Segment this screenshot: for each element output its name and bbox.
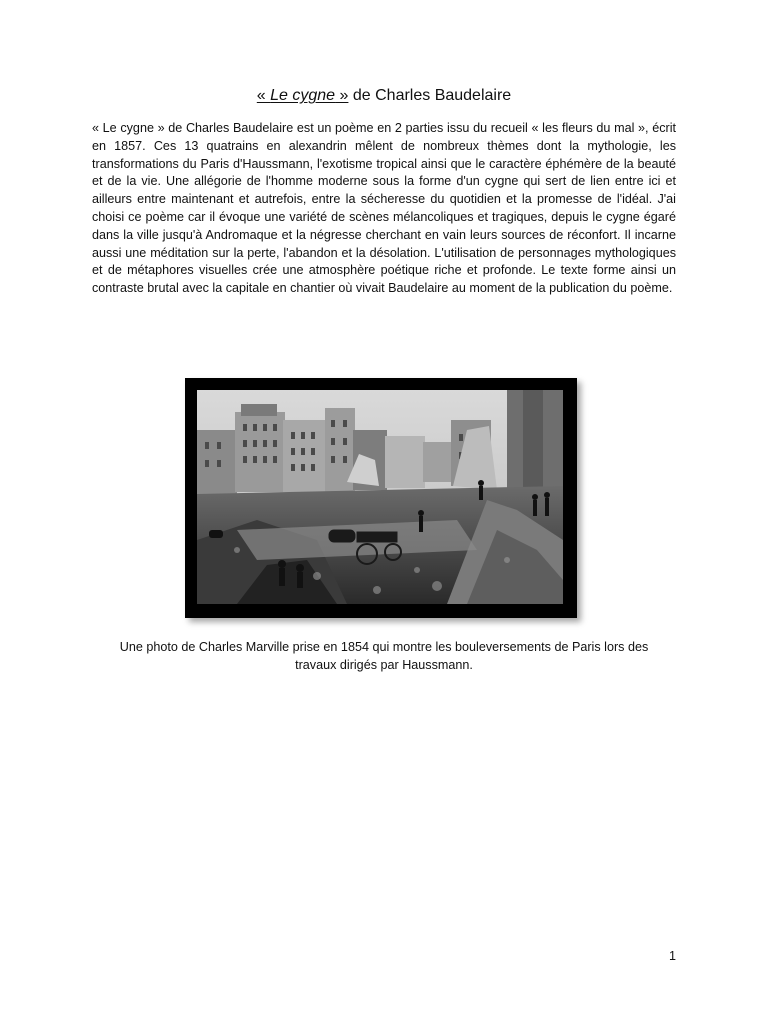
- title-close-quote: »: [335, 87, 349, 104]
- document-title: [92, 86, 676, 106]
- page-number: 1: [668, 949, 676, 963]
- title-italic: Le cygne: [270, 87, 336, 104]
- body-paragraph: « Le cygne » de Charles Baudelaire est un poème en 2 parties issu du recueil « les fleurs du mal », écrit en 1857. Ces 13 quatrains en alexandrin mêlent de nombreux thèmes dont la mythologie, les transformations du Paris d'Haussmann, l'exotisme tropical ainsi que le caractère éphémère de la beauté et de la vie. Une allégorie de l'homme moderne sous la forme d'un cygne qui sert de lien entre ici et ailleurs entre maintenant et autrefois, entre la sécheresse du quotidien et la promesse de l'idéal. J'ai choisi ce poème car il évoque une variété de scènes mélancoliques et tragiques, depuis le cygne égaré dans la ville jusqu'à Andromaque et la négresse cherchant en vain leurs sources de réconfort. Il incarne aussi une méditation sur la perte, l'abandon et la désolation. L'utilisation de personnages mythologiques et de métaphores visuelles crée une atmosphère poétique riche et profonde. Le texte forme ainsi un contraste brutal avec la capitale en chantier où vivait Baudelaire au moment de la publication du poème.: [92, 121, 676, 296]
- photo-frame: [185, 378, 577, 618]
- title-underlined: [257, 87, 349, 104]
- photo-caption: Une photo de Charles Marville prise en 1854 qui montre les bouleversements de Paris lors des travaux dirigés par Haussmann.: [119, 640, 649, 672]
- historical-photo: [197, 390, 563, 604]
- title-open-quote: «: [256, 87, 271, 104]
- title-rest: de Charles Baudelaire: [348, 87, 512, 104]
